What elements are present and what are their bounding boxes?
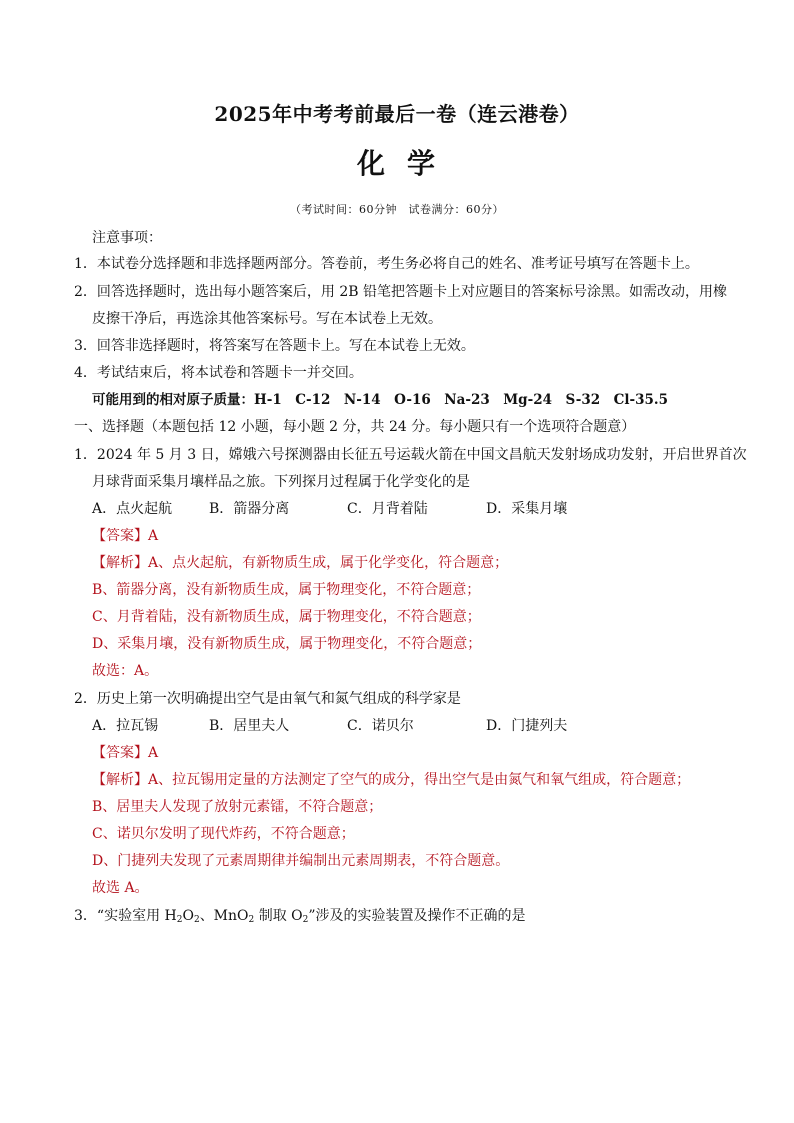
notice-item: 2．回答选择题时，选出每小题答案后，用 2B 铅笔把答题卡上对应题目的答案标号涂黑。如需改动，用橡 [74, 284, 728, 300]
analysis-line: B、居里夫人发现了放射元素镭，不符合题意； [92, 799, 383, 815]
notice-item: 1．本试卷分选择题和非选择题两部分。答卷前，考生务必将自己的姓名、准考证号填写在答题卡上。 [74, 256, 699, 272]
option-b: B．箭器分离 [209, 501, 290, 517]
question-2-stem: 2．历史上第一次明确提出空气是由氧气和氮气组成的科学家是 [74, 691, 461, 707]
analysis-label: 【解析】 [92, 555, 148, 571]
analysis-line: C、诺贝尔发明了现代炸药，不符合题意； [92, 826, 355, 842]
option-a: A．点火起航 [92, 501, 173, 517]
analysis-line: D、采集月壤，没有新物质生成，属于物理变化，不符合题意； [92, 636, 482, 652]
option-d: D．门捷列夫 [486, 718, 568, 734]
analysis-line [92, 770, 690, 790]
subject-title: 化学 [356, 147, 457, 180]
analysis-text: A、点火起航，有新物质生成，属于化学变化，符合题意； [148, 555, 509, 571]
question-3-stem: 3．“实验室用 $H_2O_2$、MnO$_2$ 制取 $O_2$”涉及的实验装置及操作不正确的是 [74, 908, 526, 925]
answer: 【答案】A [92, 745, 159, 761]
option-b: B．居里夫人 [209, 718, 290, 734]
exam-meta: （考试时间：60分钟 试卷满分：60分） [290, 203, 504, 216]
atomic-masses: 可能用到的相对原子质量：H-1 C-12 N-14 O-16 Na-23 Mg-24 S-32 Cl-35.5 [92, 392, 668, 408]
analysis-line: D、门捷列夫发现了元素周期律并编制出元素周期表，不符合题意。 [92, 853, 510, 869]
option-c: C．诺贝尔 [347, 718, 414, 734]
option-d: D．采集月壤 [486, 501, 568, 517]
option-a: A．拉瓦锡 [92, 718, 159, 734]
exam-title: 2025年中考考前最后一卷（连云港卷） [214, 102, 580, 126]
notice-heading: 注意事项： [92, 230, 162, 246]
analysis-label: 【解析】 [92, 772, 148, 788]
analysis-line: B、箭器分离，没有新物质生成，属于物理变化，不符合题意； [92, 582, 481, 598]
notice-item: 3．回答非选择题时，将答案写在答题卡上。写在本试卷上无效。 [74, 338, 475, 354]
option-c: C．月背着陆 [347, 501, 428, 517]
question-1-stem: 月球背面采集月壤样品之旅。下列探月过程属于化学变化的是 [92, 474, 470, 490]
notice-item: 皮擦干净后，再选涂其他答案标号。写在本试卷上无效。 [92, 311, 442, 327]
analysis-line: C、月背着陆，没有新物质生成，属于物理变化，不符合题意； [92, 609, 481, 625]
question-1-stem: 1．2024 年 5 月 3 日，嫦娥六号探测器由长征五号运载火箭在中国文昌航天发射场成功发射，开启世界首次 [74, 447, 747, 463]
conclusion: 故选：A。 [92, 663, 159, 679]
answer: 【答案】A [92, 528, 159, 544]
analysis-text: A、拉瓦锡用定量的方法测定了空气的成分，得出空气是由氮气和氧气组成，符合题意； [148, 772, 691, 788]
notice-item: 4．考试结束后，将本试卷和答题卡一并交回。 [74, 365, 363, 381]
conclusion: 故选 A。 [92, 880, 149, 896]
analysis-line [92, 553, 508, 573]
section-heading: 一、选择题（本题包括 12 小题，每小题 2 分，共 24 分。每小题只有一个选项符合题意） [74, 419, 636, 435]
